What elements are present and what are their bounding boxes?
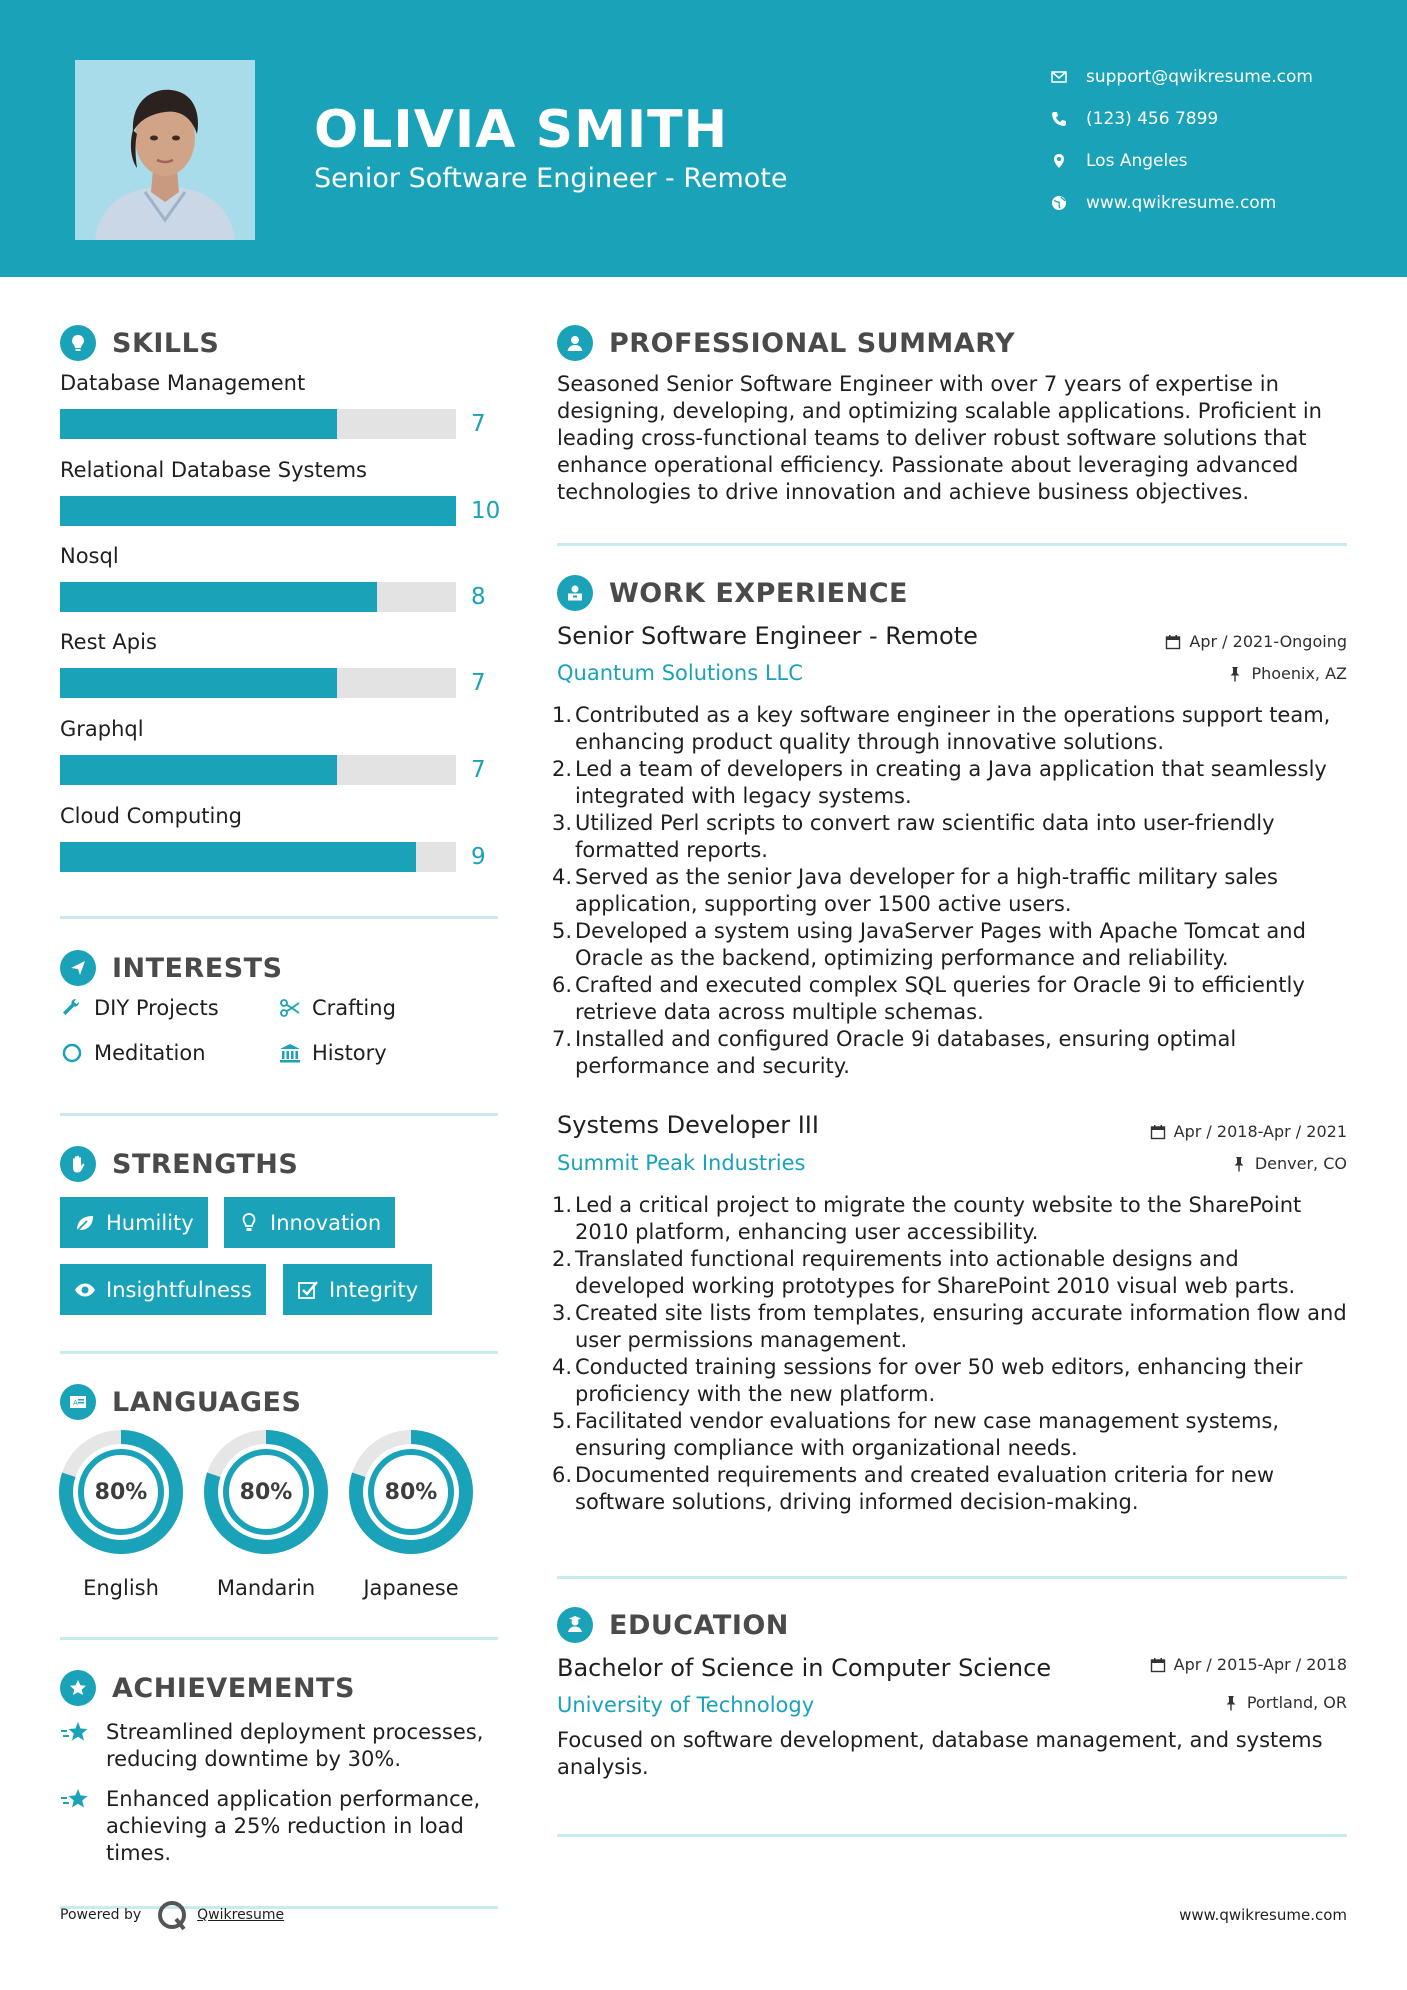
svg-text:A: A bbox=[73, 1399, 78, 1407]
language-percent: 80% bbox=[94, 1479, 148, 1505]
achievement-item bbox=[60, 1719, 500, 1773]
interest-label: Meditation bbox=[94, 1041, 206, 1065]
scissors-icon bbox=[278, 996, 302, 1020]
achievement-text: Streamlined deployment processes, reducing downtime by 30%. bbox=[106, 1720, 484, 1771]
skill-value: 7 bbox=[471, 670, 486, 696]
profile-photo bbox=[75, 60, 255, 240]
skill-item bbox=[60, 630, 500, 696]
paper-plane-icon bbox=[60, 950, 96, 986]
language-name: English bbox=[83, 1576, 159, 1600]
summary-heading bbox=[557, 325, 1015, 361]
interest-item bbox=[278, 1041, 387, 1065]
skill-value: 7 bbox=[471, 411, 486, 437]
skill-bar bbox=[60, 582, 456, 612]
education-heading bbox=[557, 1607, 789, 1643]
strength-chip bbox=[283, 1264, 432, 1315]
responsibility-item: 2. Translated functional requirements into actionable designs and developed working prototypes for SharePoint 2010 visual web parts. bbox=[552, 1247, 1296, 1298]
job-dates-text: Apr / 2021-Ongoing bbox=[1189, 632, 1347, 651]
brand-link[interactable]: Qwikresume bbox=[197, 1907, 285, 1923]
language-name: Japanese bbox=[363, 1576, 459, 1600]
interest-label: Crafting bbox=[312, 996, 396, 1020]
responsibility-text: Led a critical project to migrate the county website to the SharePoint 2010 platform, enhancing user accessibility. bbox=[575, 1193, 1302, 1244]
responsibility-text: Led a team of developers in creating a Java application that seamlessly integrated with legacy systems. bbox=[575, 757, 1327, 808]
language-item bbox=[204, 1430, 328, 1600]
responsibility-text: Crafted and executed complex SQL queries for Oracle 9i to efficiently retrieve data across multiple schemas. bbox=[575, 973, 1305, 1024]
contact-location-text: Los Angeles bbox=[1086, 151, 1188, 171]
footer-website[interactable]: www.qwikresume.com bbox=[1179, 1906, 1347, 1924]
star-icon bbox=[60, 1786, 94, 1867]
skill-label: Graphql bbox=[60, 717, 144, 741]
footer-branding bbox=[60, 1898, 284, 1932]
skill-label: Database Management bbox=[60, 371, 306, 395]
degree-title: Bachelor of Science in Computer Science bbox=[557, 1654, 1052, 1682]
qwikresume-logo-icon bbox=[155, 1898, 189, 1932]
skill-label: Cloud Computing bbox=[60, 804, 242, 828]
experience-heading bbox=[557, 575, 908, 611]
skill-bar-fill bbox=[60, 842, 416, 872]
responsibility-text: Conducted training sessions for over 50 web editors, enhancing their proficiency with the new platform. bbox=[575, 1355, 1303, 1406]
education-dates-text: Apr / 2015-Apr / 2018 bbox=[1173, 1655, 1347, 1674]
skill-item bbox=[60, 371, 500, 437]
summary-text: Seasoned Senior Software Engineer with over 7 years of expertise in designing, developing, and optimizing scalable applications. Proficient in leading cross-functional teams to deliver robust software solutions that enhance operational efficiency. Passionate about leveraging advanced technologies to drive innovation and achieve business objectives. bbox=[557, 372, 1322, 504]
skill-bar-fill bbox=[60, 409, 337, 439]
strength-label: Humility bbox=[106, 1210, 194, 1235]
skill-bar-fill bbox=[60, 755, 337, 785]
skill-bar bbox=[60, 496, 456, 526]
lightbulb-icon bbox=[238, 1212, 260, 1234]
job-location bbox=[1227, 664, 1347, 683]
responsibility-text: Served as the senior Java developer for a high-traffic military sales application, supporting over 1500 active users. bbox=[575, 865, 1278, 916]
company-name: Quantum Solutions LLC bbox=[557, 661, 803, 685]
candidate-name: OLIVIA SMITH bbox=[314, 100, 729, 160]
strength-label: Integrity bbox=[329, 1277, 419, 1302]
summary-title: PROFESSIONAL SUMMARY bbox=[609, 327, 1016, 359]
location-pin-icon bbox=[1050, 152, 1068, 170]
briefcase-user-icon bbox=[557, 575, 593, 611]
calendar-icon bbox=[1150, 1657, 1166, 1673]
interest-label: History bbox=[312, 1041, 387, 1065]
skill-bar-fill bbox=[60, 668, 337, 698]
job-location-text: Phoenix, AZ bbox=[1251, 664, 1347, 683]
section-divider bbox=[60, 916, 498, 919]
contact-email-text: support@qwikresume.com bbox=[1086, 67, 1313, 87]
responsibility-text: Developed a system using JavaServer Pages with Apache Tomcat and Oracle as the backend, optimizing performance and reliability. bbox=[575, 919, 1306, 970]
job-title: Systems Developer III bbox=[557, 1111, 819, 1139]
job-title: Senior Software Engineer - Remote bbox=[557, 622, 978, 650]
responsibility-text: Contributed as a key software engineer in the operations support team, enhancing product quality through innovative solutions. bbox=[575, 703, 1331, 754]
strength-chip bbox=[60, 1197, 208, 1248]
responsibility-text: Utilized Perl scripts to convert raw scientific data into user-friendly formatted reports. bbox=[575, 811, 1275, 862]
section-divider bbox=[60, 1113, 498, 1116]
eye-icon bbox=[74, 1279, 96, 1301]
achievements-title: ACHIEVEMENTS bbox=[112, 1672, 355, 1704]
job-responsibilities bbox=[552, 702, 1347, 1080]
skills-heading bbox=[60, 325, 219, 361]
pushpin-icon bbox=[1231, 1156, 1247, 1172]
job-dates-text: Apr / 2018-Apr / 2021 bbox=[1173, 1122, 1347, 1141]
education-location-text: Portland, OR bbox=[1246, 1693, 1347, 1712]
responsibility-item: 4. Conducted training sessions for over 50 web editors, enhancing their proficiency with the new platform. bbox=[552, 1355, 1303, 1406]
education-dates bbox=[1150, 1655, 1347, 1674]
job-responsibilities bbox=[552, 1192, 1347, 1516]
section-divider bbox=[60, 1637, 498, 1640]
strengths-title: STRENGTHS bbox=[112, 1148, 299, 1180]
profile-photo-portrait bbox=[75, 60, 255, 240]
skill-label: Rest Apis bbox=[60, 630, 157, 654]
skill-item bbox=[60, 458, 501, 524]
contact-website-text: www.qwikresume.com bbox=[1086, 193, 1277, 213]
skill-item bbox=[60, 717, 500, 783]
skill-value: 8 bbox=[471, 584, 486, 610]
contact-phone[interactable] bbox=[1050, 98, 1380, 140]
job-dates bbox=[1150, 1122, 1347, 1141]
section-divider bbox=[557, 1834, 1347, 1837]
check-square-icon bbox=[297, 1279, 319, 1301]
strength-chip bbox=[224, 1197, 395, 1248]
section-divider bbox=[60, 1351, 498, 1354]
skill-value: 9 bbox=[471, 844, 486, 870]
interest-item bbox=[278, 996, 396, 1020]
interests-heading bbox=[60, 950, 283, 986]
interest-label: DIY Projects bbox=[94, 996, 219, 1020]
skill-bar bbox=[60, 409, 456, 439]
job-location-text: Denver, CO bbox=[1254, 1154, 1347, 1173]
museum-icon bbox=[278, 1041, 302, 1065]
language-card-icon bbox=[60, 1384, 96, 1420]
graduate-icon bbox=[557, 1607, 593, 1643]
globe-icon bbox=[1050, 194, 1068, 212]
strength-label: Insightfulness bbox=[106, 1277, 252, 1302]
language-percent: 80% bbox=[239, 1479, 293, 1505]
skill-bar-fill bbox=[60, 496, 456, 526]
star-badge-icon bbox=[60, 1670, 96, 1706]
skill-value: 10 bbox=[471, 498, 501, 524]
achievements-heading bbox=[60, 1670, 355, 1706]
education-location bbox=[1223, 1693, 1347, 1712]
skill-bar bbox=[60, 842, 456, 872]
responsibility-item: 7. Installed and configured Oracle 9i databases, ensuring optimal performance and security. bbox=[552, 1027, 1237, 1078]
responsibility-item: 4. Served as the senior Java developer for a high-traffic military sales application, supporting over 1500 active users. bbox=[552, 865, 1278, 916]
circle-icon bbox=[60, 1041, 84, 1065]
strength-label: Innovation bbox=[270, 1210, 382, 1235]
skill-bar bbox=[60, 755, 456, 785]
responsibility-item: 6. Documented requirements and created evaluation criteria for new software solutions, driving informed decision-making. bbox=[552, 1463, 1275, 1514]
pushpin-icon bbox=[1227, 666, 1243, 682]
job-location bbox=[1231, 1154, 1347, 1173]
contact-list bbox=[1050, 56, 1380, 224]
school-name: University of Technology bbox=[557, 1693, 815, 1717]
phone-icon bbox=[1050, 110, 1068, 128]
responsibility-text: Installed and configured Oracle 9i databases, ensuring optimal performance and security. bbox=[575, 1027, 1237, 1078]
wrench-icon bbox=[60, 996, 84, 1020]
contact-location bbox=[1050, 140, 1380, 182]
hand-icon bbox=[60, 1146, 96, 1182]
responsibility-item: 1. Contributed as a key software engineer in the operations support team, enhancing product quality through innovative solutions. bbox=[552, 703, 1331, 754]
candidate-title: Senior Software Engineer - Remote bbox=[314, 163, 788, 194]
skill-bar-fill bbox=[60, 582, 377, 612]
resume-header bbox=[0, 0, 1407, 277]
skill-bar bbox=[60, 668, 456, 698]
languages-heading bbox=[60, 1384, 301, 1420]
responsibility-item: 5. Developed a system using JavaServer Pages with Apache Tomcat and Oracle as the backend, optimizing performance and reliability. bbox=[552, 919, 1306, 970]
responsibility-item: 3. Created site lists from templates, ensuring accurate information flow and user permissions management. bbox=[552, 1301, 1347, 1352]
strength-chip bbox=[60, 1264, 266, 1315]
calendar-icon bbox=[1150, 1124, 1166, 1140]
responsibility-item: 6. Crafted and executed complex SQL queries for Oracle 9i to efficiently retrieve data across multiple schemas. bbox=[552, 973, 1305, 1024]
skill-item bbox=[60, 544, 500, 610]
company-name: Summit Peak Industries bbox=[557, 1151, 806, 1175]
achievement-text: Enhanced application performance, achieving a 25% reduction in load times. bbox=[106, 1787, 481, 1865]
responsibility-item: 1. Led a critical project to migrate the county website to the SharePoint 2010 platform, enhancing user accessibility. bbox=[552, 1193, 1302, 1244]
interests-title: INTERESTS bbox=[112, 952, 283, 984]
experience-title: WORK EXPERIENCE bbox=[609, 577, 908, 609]
responsibility-text: Documented requirements and created evaluation criteria for new software solutions, driving informed decision-making. bbox=[575, 1463, 1275, 1514]
responsibility-item: 5. Facilitated vendor evaluations for new case management systems, ensuring compliance with organizational needs. bbox=[552, 1409, 1280, 1460]
contact-email[interactable] bbox=[1050, 56, 1380, 98]
responsibility-item: 2. Led a team of developers in creating a Java application that seamlessly integrated with legacy systems. bbox=[552, 757, 1327, 808]
skills-title: SKILLS bbox=[112, 327, 220, 359]
language-name: Mandarin bbox=[216, 1576, 316, 1600]
job-dates bbox=[1165, 632, 1347, 651]
language-item bbox=[349, 1430, 473, 1600]
interest-item bbox=[60, 996, 219, 1020]
powered-by-label: Powered by bbox=[60, 1907, 142, 1923]
mail-icon bbox=[1050, 68, 1068, 86]
interest-item bbox=[60, 1041, 206, 1065]
language-percent: 80% bbox=[384, 1479, 438, 1505]
user-icon bbox=[557, 325, 593, 361]
languages-title: LANGUAGES bbox=[112, 1386, 302, 1418]
leaf-icon bbox=[74, 1212, 96, 1234]
responsibility-text: Facilitated vendor evaluations for new case management systems, ensuring compliance with organizational needs. bbox=[575, 1409, 1280, 1460]
responsibility-item: 3. Utilized Perl scripts to convert raw scientific data into user-friendly formatted reports. bbox=[552, 811, 1275, 862]
calendar-icon bbox=[1165, 634, 1181, 650]
contact-website[interactable] bbox=[1050, 182, 1380, 224]
pushpin-icon bbox=[1223, 1695, 1239, 1711]
section-divider bbox=[557, 543, 1347, 546]
strengths-heading bbox=[60, 1146, 298, 1182]
skill-label: Relational Database Systems bbox=[60, 458, 368, 482]
contact-phone-text: (123) 456 7899 bbox=[1086, 109, 1219, 129]
star-icon bbox=[60, 1719, 94, 1773]
achievement-item bbox=[60, 1786, 500, 1867]
lightbulb-icon bbox=[60, 325, 96, 361]
language-item bbox=[59, 1430, 183, 1600]
responsibility-text: Translated functional requirements into actionable designs and developed working prototypes for SharePoint 2010 visual web parts. bbox=[575, 1247, 1296, 1298]
education-description: Focused on software development, database management, and systems analysis. bbox=[557, 1728, 1323, 1779]
education-title: EDUCATION bbox=[609, 1609, 789, 1641]
skill-value: 7 bbox=[471, 757, 486, 783]
skill-item bbox=[60, 804, 500, 870]
skill-label: Nosql bbox=[60, 544, 119, 568]
section-divider bbox=[557, 1576, 1347, 1579]
responsibility-text: Created site lists from templates, ensuring accurate information flow and user permissions management. bbox=[575, 1301, 1347, 1352]
